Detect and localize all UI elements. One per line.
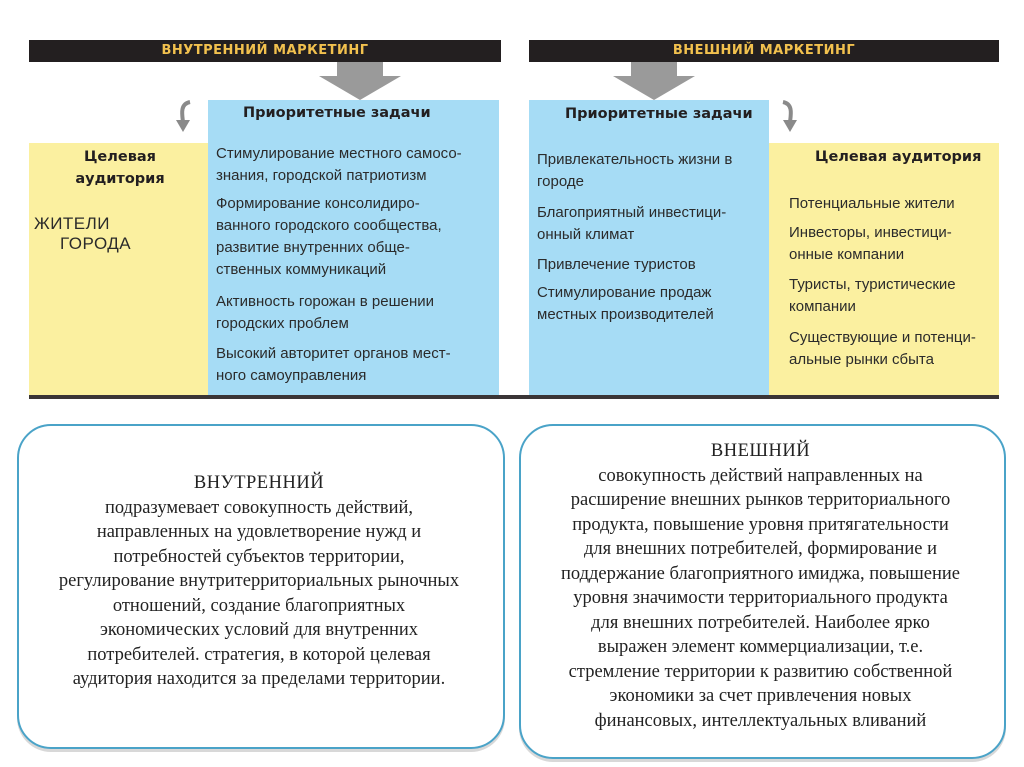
internal-task-item: Активность горожан в решении городских проблем xyxy=(216,293,434,332)
external-target-item: Инвесторы, инвестици- онные компании xyxy=(789,224,952,263)
external-marketing-header: ВНЕШНИЙ МАРКЕТИНГ xyxy=(529,40,999,62)
external-target-item: Потенциальные жители xyxy=(789,195,955,212)
external-definition-title: ВНЕШНИЙ xyxy=(710,441,811,461)
external-tasks-panel xyxy=(529,100,769,395)
external-task-item: Привлечение туристов xyxy=(537,256,696,273)
external-task-item: Стимулирование продаж местных производителей xyxy=(537,284,714,323)
internal-marketing-header: ВНУТРЕННИЙ МАРКЕТИНГ xyxy=(29,40,501,62)
funnel-arrow-icon xyxy=(315,62,405,100)
external-target-title: Целевая аудитория xyxy=(815,149,982,165)
divider xyxy=(29,395,999,399)
internal-target-residents: ЖИТЕЛИ ГОРОДА xyxy=(34,214,132,253)
internal-definition-text: ВНУТРЕННИЙ подразумевает совокупность действий, направленных на удовлетворение нужд и потребностей субъектов территории, регулирование внутритерриториальных рыночных отношений, создание благоприятных экономических условий для внутренних потребителей. стратегия, в которой целевая аудитория находится за пределами территории. xyxy=(20,471,498,692)
internal-task-item: Стимулирование местного самосо- знания, городской патриотизм xyxy=(216,145,462,184)
internal-task-item: Высокий авторитет органов мест- ного самоуправления xyxy=(216,345,451,384)
external-definition-text: ВНЕШНИЙ совокупность действий направленных на расширение внешних рынков территориального продукта, повышение уровня притягательности для внешних потребителей, формирование и поддержание благоприятного имиджа, повышение уровня значимости территориального продукта для внешних потребителей. Наиболее ярко выражен элемент коммерциализации, т.е. стремление территории к развитию собственной экономики за счет привлечения новых финансовых, интеллектуальных вливаний xyxy=(522,439,999,733)
internal-definition-title: ВНУТРЕННИЙ xyxy=(193,473,325,493)
internal-task-item: Формирование консолидиро- ванного городского сообщества, развитие внутренних обще- ственных коммуникаций xyxy=(216,195,442,278)
external-tasks-title: Приоритетные задачи xyxy=(565,106,753,122)
external-task-item: Благоприятный инвестици- онный климат xyxy=(537,204,727,243)
external-target-item: Существующие и потенци- альные рынки сбыта xyxy=(789,329,976,368)
funnel-arrow-icon xyxy=(609,62,699,100)
external-target-item: Туристы, туристические компании xyxy=(789,276,956,315)
curved-arrow-icon xyxy=(777,100,803,134)
internal-target-title: Целевая аудитория xyxy=(75,149,165,187)
internal-tasks-title: Приоритетные задачи xyxy=(243,105,431,121)
external-task-item: Привлекательность жизни в городе xyxy=(537,151,733,190)
curved-arrow-icon xyxy=(172,100,198,134)
